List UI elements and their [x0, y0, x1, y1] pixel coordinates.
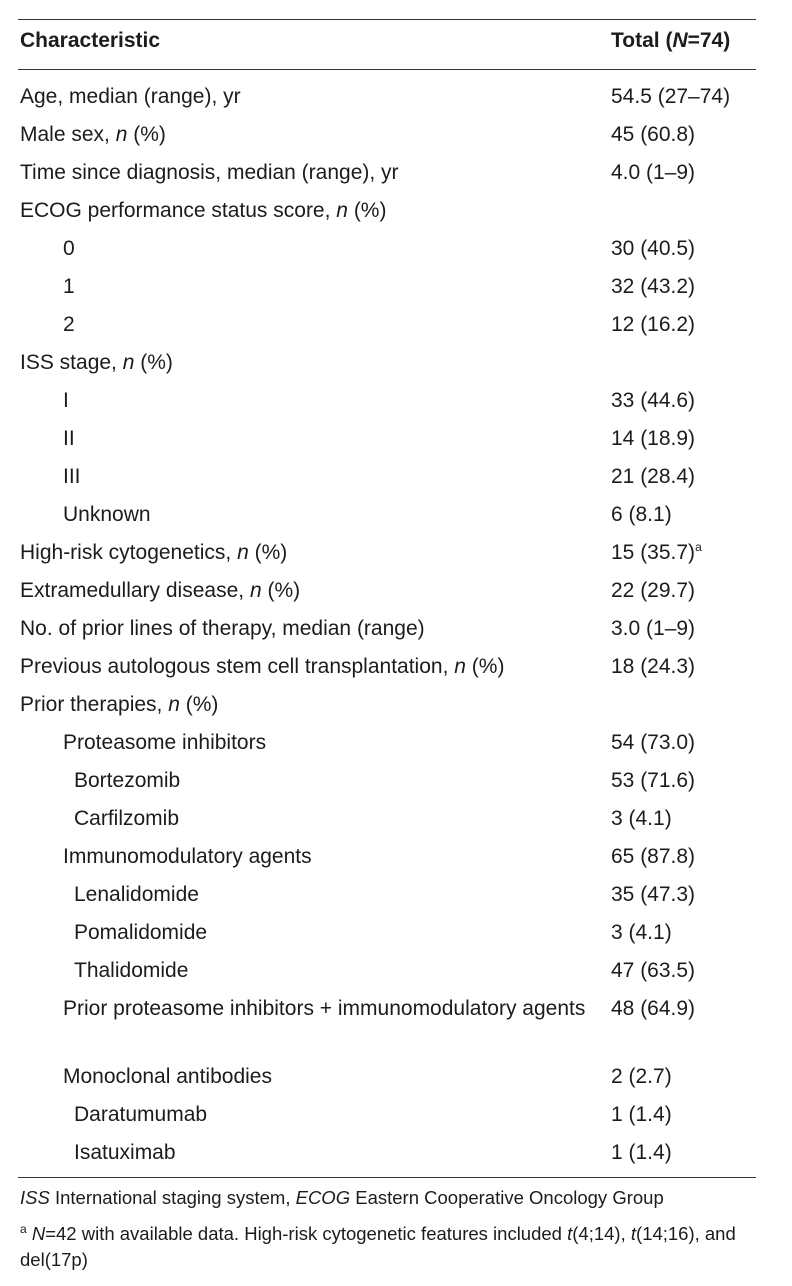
row-value: 33 (44.6) — [611, 389, 696, 412]
table-row — [0, 838, 792, 876]
row-label: High-risk cytogenetics, n (%) — [20, 541, 288, 564]
row-label: 0 — [63, 237, 75, 260]
row-label: Bortezomib — [74, 769, 181, 792]
row-value: 6 (8.1) — [611, 503, 672, 526]
row-value: 15 $(35.7)^a$ — [611, 540, 702, 564]
row-value: 45 (60.8) — [611, 123, 696, 146]
table-row — [0, 610, 792, 648]
table-row — [0, 1134, 792, 1172]
row-label: 1 — [63, 275, 75, 298]
row-value: 53 (71.6) — [611, 769, 696, 792]
row-label: Prior therapies, n (%) — [20, 693, 219, 716]
row-label: Prior proteasome inhibitors + immunomodulatory agents — [63, 997, 586, 1020]
row-label: II — [63, 427, 75, 450]
table-row — [0, 762, 792, 800]
table-row — [0, 458, 792, 496]
row-value: 4.0 (1–9) — [611, 161, 696, 184]
row-label: Extramedullary disease, n (%) — [20, 579, 301, 602]
row-label: No. of prior lines of therapy, median (range) — [20, 617, 425, 640]
row-value: 12 (16.2) — [611, 313, 696, 336]
row-value: 3.0 (1–9) — [611, 617, 696, 640]
row-label: Pomalidomide — [74, 921, 208, 944]
row-label: Age, median (range), yr — [20, 85, 241, 108]
row-value: 18 (24.3) — [611, 655, 696, 678]
row-label: Lenalidomide — [74, 883, 199, 906]
row-label: Male sex, n (%) — [20, 123, 166, 146]
table-row — [0, 420, 792, 458]
row-label: Proteasome inhibitors — [63, 731, 267, 754]
row-value: 14 (18.9) — [611, 427, 696, 450]
table-row — [0, 1058, 792, 1096]
table-top-rule — [18, 19, 756, 20]
table-header — [0, 22, 792, 60]
table-row — [0, 800, 792, 838]
row-label: Isatuximab — [74, 1141, 176, 1164]
table-row — [0, 648, 792, 686]
row-value: 35 (47.3) — [611, 883, 696, 906]
table-bottom-rule — [18, 1177, 756, 1178]
row-label: Unknown — [63, 503, 151, 526]
table-header-rule — [18, 69, 756, 70]
row-value: 54 (73.0) — [611, 731, 696, 754]
row-label: I — [63, 389, 69, 412]
row-value: 3 (4.1) — [611, 807, 672, 830]
row-value: 32 (43.2) — [611, 275, 696, 298]
table-row — [0, 1096, 792, 1134]
table-row — [0, 990, 792, 1028]
table-row — [0, 154, 792, 192]
table-row — [0, 116, 792, 154]
row-label: Previous autologous stem cell transplantation, n (%) — [20, 655, 505, 678]
row-label: Time since diagnosis, median (range), yr — [20, 161, 399, 184]
row-value: 1 (1.4) — [611, 1103, 672, 1126]
table-row — [0, 344, 792, 382]
footnote-abbreviations: ISS International staging system, ECOG Eastern Cooperative Oncology Group — [20, 1187, 664, 1208]
row-label: Thalidomide — [74, 959, 189, 982]
column-header-total: Total (N=74) — [611, 29, 731, 52]
table-row — [0, 496, 792, 534]
row-value: 2 (2.7) — [611, 1065, 672, 1088]
table-row — [0, 724, 792, 762]
row-label: Immunomodulatory agents — [63, 845, 312, 868]
row-value: 1 (1.4) — [611, 1141, 672, 1164]
table-row — [0, 268, 792, 306]
row-value: 21 (28.4) — [611, 465, 696, 488]
table-row — [0, 382, 792, 420]
table-row — [0, 876, 792, 914]
row-value: 30 (40.5) — [611, 237, 696, 260]
column-header-characteristic: Characteristic — [20, 29, 161, 52]
table-row — [0, 192, 792, 230]
row-label: Carfilzomib — [74, 807, 180, 830]
table-row — [0, 572, 792, 610]
row-value: 22 (29.7) — [611, 579, 696, 602]
row-value: 54.5 (27–74) — [611, 85, 731, 108]
table-row — [0, 952, 792, 990]
table-row — [0, 534, 792, 572]
row-value: 47 (63.5) — [611, 959, 696, 982]
row-label: III — [63, 465, 81, 488]
row-label: 2 — [63, 313, 75, 336]
row-label: Daratumumab — [74, 1103, 208, 1126]
table-row — [0, 686, 792, 724]
row-label: Monoclonal antibodies — [63, 1065, 272, 1088]
row-value: 3 (4.1) — [611, 921, 672, 944]
table-row — [0, 914, 792, 952]
table-row — [0, 306, 792, 344]
table-row — [0, 230, 792, 268]
row-value: 48 (64.9) — [611, 997, 696, 1020]
row-label: ECOG performance status score, n (%) — [20, 199, 387, 222]
footnote-a: $^a$ N=42 with available data. High-risk cytogenetic features included t(4;14), t(14;16), and del(17p) — [20, 1221, 736, 1270]
table-row — [0, 78, 792, 116]
row-value: 65 (87.8) — [611, 845, 696, 868]
row-label: ISS stage, n (%) — [20, 351, 173, 374]
